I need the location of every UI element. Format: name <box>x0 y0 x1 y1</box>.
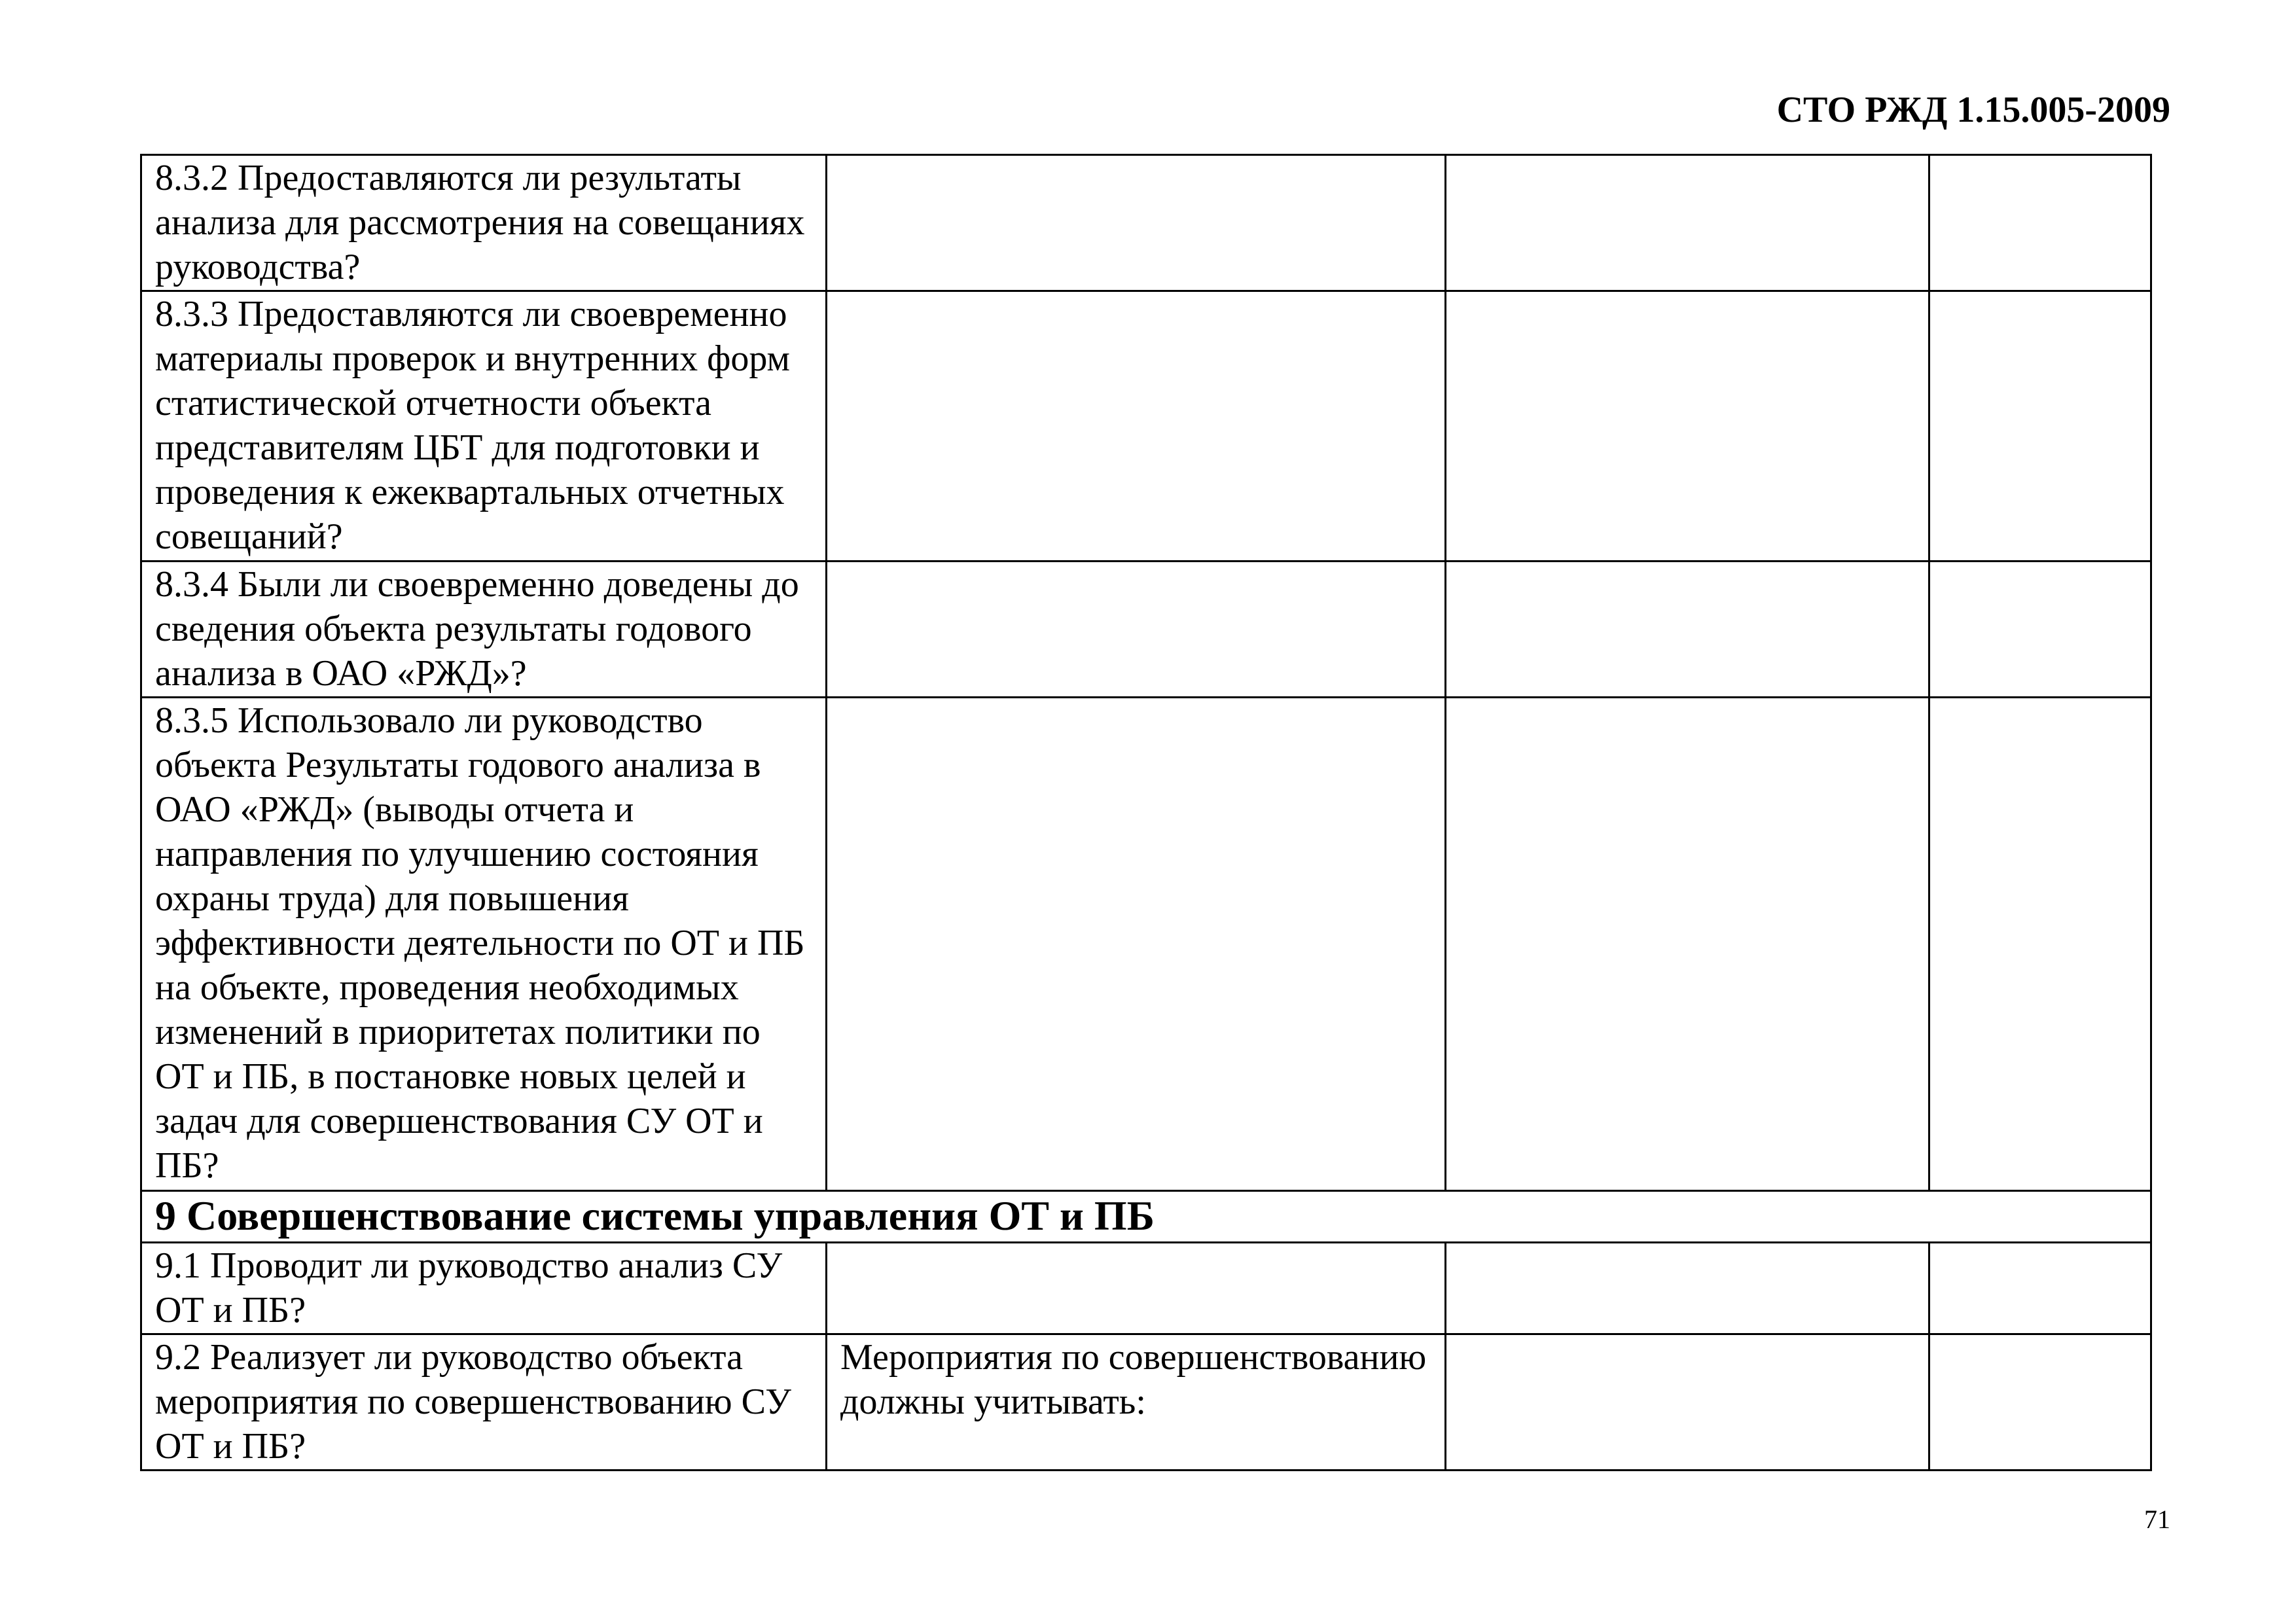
requirement-cell <box>827 698 1446 1191</box>
table-row <box>141 291 2151 562</box>
finding-cell <box>1446 562 1929 698</box>
finding-cell <box>1446 291 1929 562</box>
requirement-cell <box>827 562 1446 698</box>
requirement-cell <box>827 1243 1446 1334</box>
section-header-row <box>141 1191 2151 1243</box>
document-code: СТО РЖД 1.15.005-2009 <box>1776 90 2170 130</box>
page-number: 71 <box>2144 1505 2170 1534</box>
question-cell: 8.3.4 Были ли своевременно доведены до сведения объекта результаты годового анализа в ОАО «РЖД»? <box>141 562 827 698</box>
table-row <box>141 698 2151 1191</box>
requirement-cell <box>827 155 1446 291</box>
table-row <box>141 562 2151 698</box>
mark-cell <box>1929 562 2151 698</box>
table-row <box>141 1243 2151 1334</box>
mark-cell <box>1929 155 2151 291</box>
mark-cell <box>1929 698 2151 1191</box>
finding-cell <box>1446 698 1929 1191</box>
section-title: 9 Совершенствование системы управления ОТ и ПБ <box>141 1191 2151 1243</box>
finding-cell <box>1446 1334 1929 1471</box>
question-cell: 8.3.3 Предоставляются ли своевременно материалы проверок и внутренних форм статистической отчетности объекта представителям ЦБТ для подготовки и проведения к ежеквартальных отчетных совещаний? <box>141 291 827 562</box>
table-row <box>141 1334 2151 1471</box>
finding-cell <box>1446 1243 1929 1334</box>
mark-cell <box>1929 291 2151 562</box>
table-row <box>141 155 2151 291</box>
finding-cell <box>1446 155 1929 291</box>
question-cell: 8.3.2 Предоставляются ли результаты анализа для рассмотрения на совещаниях руководства? <box>141 155 827 291</box>
question-cell: 8.3.5 Использовало ли руководство объекта Результаты годового анализа в ОАО «РЖД» (выводы отчета и направления по улучшению состояния охраны труда) для повышения эффективности деятельности по ОТ и ПБ на объекте, проведения необходимых изменений в приоритетах политики по ОТ и ПБ, в постановке новых целей и задач для совершенствования СУ ОТ и ПБ? <box>141 698 827 1191</box>
mark-cell <box>1929 1243 2151 1334</box>
requirement-cell: Мероприятия по совершенствованию должны учитывать: <box>827 1334 1446 1471</box>
question-cell: 9.2 Реализует ли руководство объекта мероприятия по совершенствованию СУ ОТ и ПБ? <box>141 1334 827 1471</box>
mark-cell <box>1929 1334 2151 1471</box>
audit-checklist-table <box>140 154 2152 1471</box>
question-cell: 9.1 Проводит ли руководство анализ СУ ОТ и ПБ? <box>141 1243 827 1334</box>
requirement-cell <box>827 291 1446 562</box>
